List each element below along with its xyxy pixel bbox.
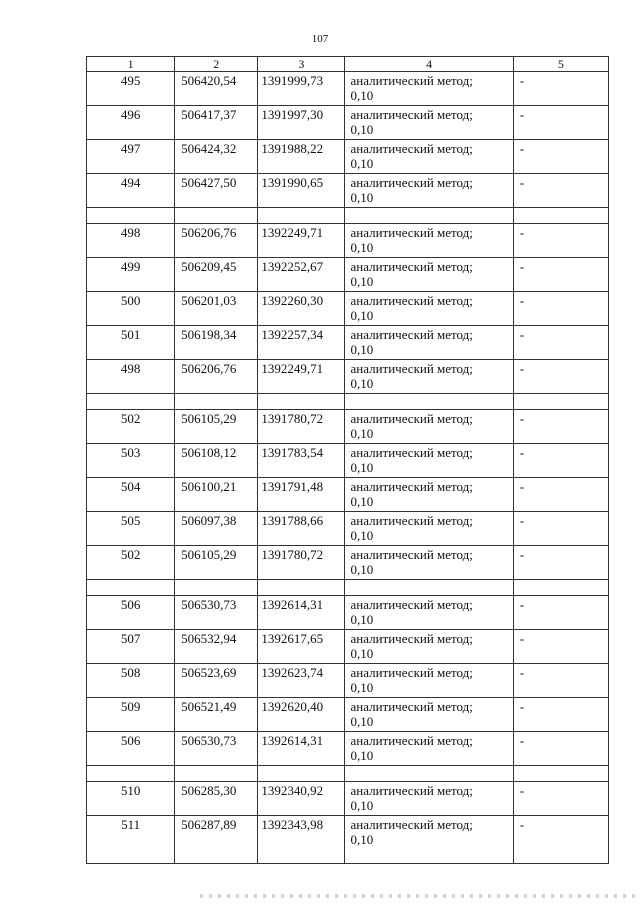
point-number-cell: 494 [87, 174, 175, 208]
method-cell [345, 782, 513, 816]
accuracy-value: 0,10 [350, 748, 374, 763]
method-cell [345, 224, 513, 258]
method-text: аналитический метод; [350, 107, 473, 122]
accuracy-value: 0,10 [350, 494, 374, 509]
x-coordinate-cell: 506420,54 [175, 72, 258, 106]
x-coordinate-cell: 506417,37 [175, 106, 258, 140]
y-coordinate-cell: 1392620,40 [258, 698, 345, 732]
x-coordinate-cell: 506100,21 [175, 478, 258, 512]
col5-cell: - [513, 360, 608, 394]
empty-cell [175, 208, 258, 224]
accuracy-value: 0,10 [350, 426, 374, 441]
col5-cell: - [513, 292, 608, 326]
x-coordinate-cell: 506287,89 [175, 816, 258, 864]
point-number-cell: 505 [87, 512, 175, 546]
method-text: аналитический метод; [350, 225, 473, 240]
x-coordinate-cell: 506285,30 [175, 782, 258, 816]
empty-cell [345, 208, 513, 224]
y-coordinate-cell: 1391997,30 [258, 106, 345, 140]
method-text: аналитический метод; [350, 141, 473, 156]
method-text: аналитический метод; [350, 445, 473, 460]
point-number-cell: 497 [87, 140, 175, 174]
table-row [87, 410, 609, 444]
col5-cell: - [513, 816, 608, 864]
point-number-cell: 509 [87, 698, 175, 732]
y-coordinate-cell: 1392249,71 [258, 224, 345, 258]
accuracy-value: 0,10 [350, 798, 374, 813]
scan-artifact-line [200, 894, 640, 898]
method-cell [345, 546, 513, 580]
y-coordinate-cell: 1392623,74 [258, 664, 345, 698]
table-row [87, 360, 609, 394]
point-number-cell: 506 [87, 732, 175, 766]
table-row [87, 732, 609, 766]
col5-cell: - [513, 140, 608, 174]
coordinates-table [86, 56, 609, 864]
method-cell [345, 72, 513, 106]
method-cell [345, 326, 513, 360]
x-coordinate-cell: 506206,76 [175, 224, 258, 258]
method-cell [345, 140, 513, 174]
y-coordinate-cell: 1391783,54 [258, 444, 345, 478]
point-number-cell: 503 [87, 444, 175, 478]
method-text: аналитический метод; [350, 513, 473, 528]
method-cell [345, 596, 513, 630]
method-text: аналитический метод; [350, 733, 473, 748]
header-cell-4: 4 [345, 57, 513, 72]
col5-cell: - [513, 512, 608, 546]
y-coordinate-cell: 1391990,65 [258, 174, 345, 208]
empty-cell [513, 208, 608, 224]
spacer-row [87, 766, 609, 782]
point-number-cell: 498 [87, 360, 175, 394]
empty-cell [513, 394, 608, 410]
point-number-cell: 511 [87, 816, 175, 864]
method-text: аналитический метод; [350, 665, 473, 680]
method-text: аналитический метод; [350, 783, 473, 798]
y-coordinate-cell: 1392340,92 [258, 782, 345, 816]
table-row [87, 512, 609, 546]
table-row [87, 444, 609, 478]
y-coordinate-cell: 1391988,22 [258, 140, 345, 174]
y-coordinate-cell: 1392249,71 [258, 360, 345, 394]
y-coordinate-cell: 1392617,65 [258, 630, 345, 664]
empty-cell [345, 766, 513, 782]
accuracy-value: 0,10 [350, 832, 374, 847]
spacer-row [87, 208, 609, 224]
empty-cell [345, 394, 513, 410]
accuracy-value: 0,10 [350, 88, 374, 103]
table-row [87, 224, 609, 258]
empty-cell [258, 208, 345, 224]
method-text: аналитический метод; [350, 597, 473, 612]
method-cell [345, 106, 513, 140]
col5-cell: - [513, 72, 608, 106]
empty-cell [258, 766, 345, 782]
col5-cell: - [513, 732, 608, 766]
point-number-cell: 501 [87, 326, 175, 360]
accuracy-value: 0,10 [350, 646, 374, 661]
empty-cell [345, 580, 513, 596]
accuracy-value: 0,10 [350, 376, 374, 391]
accuracy-value: 0,10 [350, 680, 374, 695]
method-text: аналитический метод; [350, 293, 473, 308]
accuracy-value: 0,10 [350, 156, 374, 171]
page-number: 107 [311, 33, 329, 45]
empty-cell [258, 394, 345, 410]
point-number-cell: 499 [87, 258, 175, 292]
method-text: аналитический метод; [350, 699, 473, 714]
header-cell-2: 2 [175, 57, 258, 72]
col5-cell: - [513, 106, 608, 140]
header-cell-3: 3 [258, 57, 345, 72]
accuracy-value: 0,10 [350, 240, 374, 255]
point-number-cell: 504 [87, 478, 175, 512]
x-coordinate-cell: 506427,50 [175, 174, 258, 208]
method-text: аналитический метод; [350, 259, 473, 274]
method-cell [345, 444, 513, 478]
col5-cell: - [513, 664, 608, 698]
accuracy-value: 0,10 [350, 612, 374, 627]
method-text: аналитический метод; [350, 361, 473, 376]
table-row [87, 106, 609, 140]
table-row [87, 478, 609, 512]
method-cell [345, 478, 513, 512]
y-coordinate-cell: 1391791,48 [258, 478, 345, 512]
method-cell [345, 816, 513, 864]
x-coordinate-cell: 506206,76 [175, 360, 258, 394]
x-coordinate-cell: 506105,29 [175, 546, 258, 580]
point-number-cell: 508 [87, 664, 175, 698]
col5-cell: - [513, 478, 608, 512]
accuracy-value: 0,10 [350, 274, 374, 289]
col5-cell: - [513, 326, 608, 360]
empty-cell [175, 580, 258, 596]
y-coordinate-cell: 1391780,72 [258, 546, 345, 580]
empty-cell [175, 394, 258, 410]
empty-cell [87, 766, 175, 782]
header-cell-1: 1 [87, 57, 175, 72]
method-cell [345, 698, 513, 732]
point-number-cell: 507 [87, 630, 175, 664]
table-row [87, 292, 609, 326]
x-coordinate-cell: 506201,03 [175, 292, 258, 326]
col5-cell: - [513, 444, 608, 478]
empty-cell [87, 208, 175, 224]
empty-cell [513, 766, 608, 782]
spacer-row [87, 580, 609, 596]
coordinates-table-body [87, 57, 609, 864]
point-number-cell: 510 [87, 782, 175, 816]
x-coordinate-cell: 506105,29 [175, 410, 258, 444]
point-number-cell: 496 [87, 106, 175, 140]
method-cell [345, 360, 513, 394]
y-coordinate-cell: 1392614,31 [258, 732, 345, 766]
method-text: аналитический метод; [350, 479, 473, 494]
col5-cell: - [513, 546, 608, 580]
col5-cell: - [513, 258, 608, 292]
accuracy-value: 0,10 [350, 460, 374, 475]
col5-cell: - [513, 630, 608, 664]
accuracy-value: 0,10 [350, 528, 374, 543]
table-row [87, 140, 609, 174]
x-coordinate-cell: 506108,12 [175, 444, 258, 478]
method-cell [345, 410, 513, 444]
table-row [87, 72, 609, 106]
y-coordinate-cell: 1392252,67 [258, 258, 345, 292]
table-row [87, 258, 609, 292]
accuracy-value: 0,10 [350, 714, 374, 729]
method-cell [345, 732, 513, 766]
accuracy-value: 0,10 [350, 342, 374, 357]
x-coordinate-cell: 506097,38 [175, 512, 258, 546]
point-number-cell: 502 [87, 410, 175, 444]
empty-cell [87, 394, 175, 410]
point-number-cell: 502 [87, 546, 175, 580]
method-text: аналитический метод; [350, 411, 473, 426]
accuracy-value: 0,10 [350, 190, 374, 205]
accuracy-value: 0,10 [350, 562, 374, 577]
method-text: аналитический метод; [350, 631, 473, 646]
point-number-cell: 506 [87, 596, 175, 630]
table-row [87, 630, 609, 664]
method-cell [345, 664, 513, 698]
method-cell [345, 630, 513, 664]
table-row [87, 698, 609, 732]
point-number-cell: 498 [87, 224, 175, 258]
method-cell [345, 258, 513, 292]
table-row [87, 816, 609, 864]
y-coordinate-cell: 1391780,72 [258, 410, 345, 444]
y-coordinate-cell: 1391788,66 [258, 512, 345, 546]
method-text: аналитический метод; [350, 817, 473, 832]
col5-cell: - [513, 782, 608, 816]
table-row [87, 664, 609, 698]
accuracy-value: 0,10 [350, 308, 374, 323]
spacer-row [87, 394, 609, 410]
header-cell-5: 5 [513, 57, 608, 72]
x-coordinate-cell: 506198,34 [175, 326, 258, 360]
empty-cell [258, 580, 345, 596]
x-coordinate-cell: 506424,32 [175, 140, 258, 174]
method-cell [345, 292, 513, 326]
col5-cell: - [513, 224, 608, 258]
col5-cell: - [513, 174, 608, 208]
x-coordinate-cell: 506532,94 [175, 630, 258, 664]
accuracy-value: 0,10 [350, 122, 374, 137]
col5-cell: - [513, 698, 608, 732]
table-row [87, 326, 609, 360]
method-text: аналитический метод; [350, 175, 473, 190]
x-coordinate-cell: 506523,69 [175, 664, 258, 698]
col5-cell: - [513, 596, 608, 630]
method-text: аналитический метод; [350, 73, 473, 88]
table-row [87, 546, 609, 580]
y-coordinate-cell: 1392343,98 [258, 816, 345, 864]
y-coordinate-cell: 1391999,73 [258, 72, 345, 106]
x-coordinate-cell: 506530,73 [175, 596, 258, 630]
empty-cell [513, 580, 608, 596]
table-row [87, 174, 609, 208]
point-number-cell: 495 [87, 72, 175, 106]
method-cell [345, 174, 513, 208]
table-row [87, 596, 609, 630]
empty-cell [87, 580, 175, 596]
point-number-cell: 500 [87, 292, 175, 326]
x-coordinate-cell: 506521,49 [175, 698, 258, 732]
method-text: аналитический метод; [350, 547, 473, 562]
empty-cell [175, 766, 258, 782]
table-row [87, 782, 609, 816]
method-cell [345, 512, 513, 546]
header-row [87, 57, 609, 72]
x-coordinate-cell: 506209,45 [175, 258, 258, 292]
y-coordinate-cell: 1392260,30 [258, 292, 345, 326]
method-text: аналитический метод; [350, 327, 473, 342]
y-coordinate-cell: 1392614,31 [258, 596, 345, 630]
y-coordinate-cell: 1392257,34 [258, 326, 345, 360]
x-coordinate-cell: 506530,73 [175, 732, 258, 766]
col5-cell: - [513, 410, 608, 444]
